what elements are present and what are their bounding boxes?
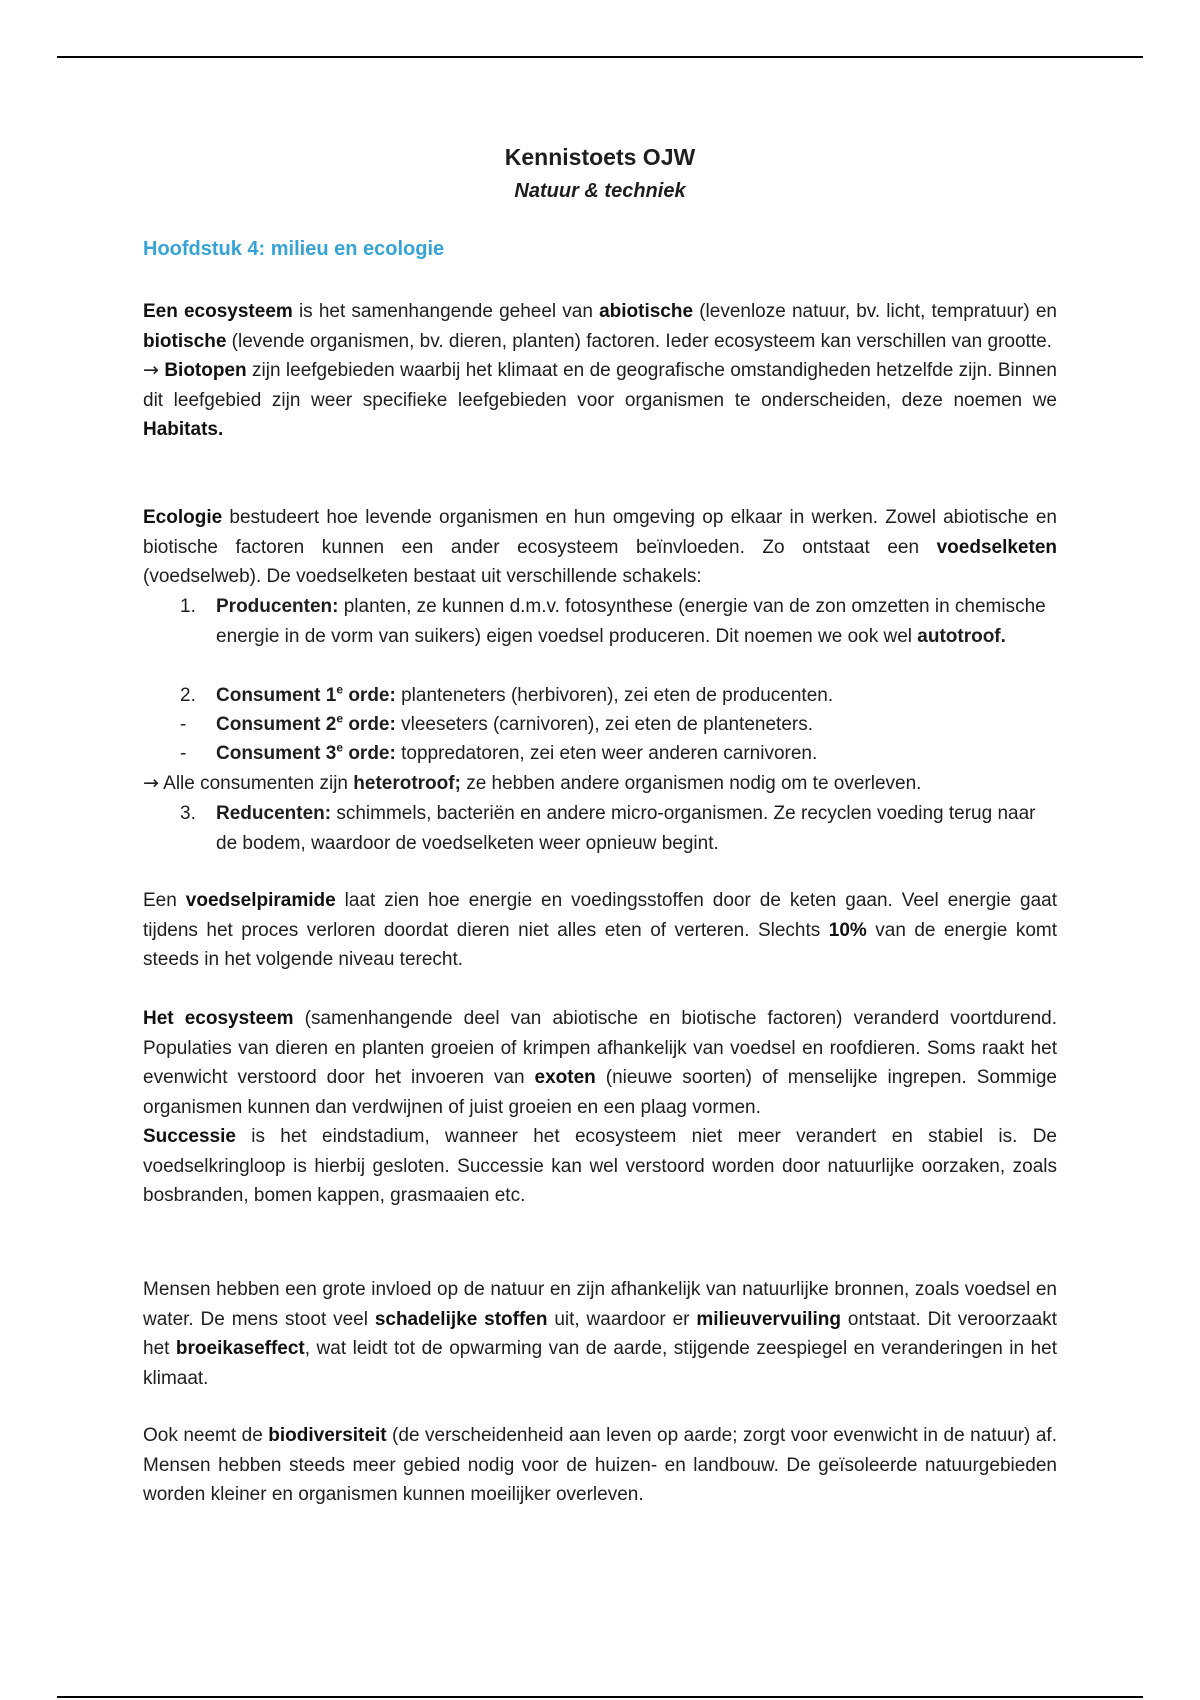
paragraph-voedselpiramide: Een voedselpiramide laat zien hoe energie en voedingsstoffen door de keten gaan. Veel energie gaat tijdens het proces verloren doordat dieren niet alles eten of verteren. Slechts 10% van de energie komt steeds in het volgende niveau terecht. bbox=[143, 890, 1058, 970]
paragraph-ecosysteem: Een ecosysteem is het samenhangende geheel van abiotische (levenloze natuur, bv. licht, tempratuur) en biotische (levende organismen, bv. dieren, planten) factoren. Ieder ecosysteem kan verschillen van grootte. → Biotopen zijn leefgebieden waarbij het klimaat en de geografische omstandigheden hetzelfde zijn. Binnen dit leefgebied zijn weer specifieke leefgebieden voor organismen te onderscheiden, deze noemen we Habitats. bbox=[143, 301, 1058, 440]
paragraph-mensen: Mensen hebben een grote invloed op de natuur en zijn afhankelijk van natuurlijke bronnen, zoals voedsel en water. De mens stoot veel schadelijke stoffen uit, waardoor er milieuvervuiling ontstaat. Dit veroorzaakt het broeikaseffect, wat leidt tot de opwarming van de aarde, stijgende zeespiegel en veranderingen in het klimaat. bbox=[143, 1279, 1057, 1389]
heterotroof-note: → Alle consumenten zijn heterotroof; ze hebben andere organismen nodig om te overleven. bbox=[143, 772, 922, 794]
chapter-heading: Hoofdstuk 4: milieu en ecologie bbox=[143, 238, 445, 260]
document-title: Kennistoets OJW bbox=[504, 144, 696, 170]
arrow-icon: → bbox=[143, 772, 159, 794]
document-subtitle: Natuur & techniek bbox=[514, 180, 686, 202]
paragraph-biodiversiteit: Ook neemt de biodiversiteit (de verscheidenheid aan leven op aarde; zorgt voor evenwicht in de natuur) af. Mensen hebben steeds meer gebied nodig voor de huizen- en landbouw. De geïsoleerde natuurgebieden worden kleiner en organismen kunnen moeilijker overleven. bbox=[143, 1425, 1057, 1505]
arrow-icon: → bbox=[143, 359, 159, 381]
paragraph-ecologie: Ecologie bestudeert hoe levende organismen en hun omgeving op elkaar in werken. Zowel abiotische en biotische factoren kunnen een ander ecosysteem beïnvloeden. Zo ontstaat een voedselketen (voedselweb). De voedselketen bestaat uit verschillende schakels: bbox=[143, 507, 1057, 587]
bottom-rule bbox=[57, 1696, 1143, 1698]
top-rule bbox=[57, 56, 1143, 58]
paragraph-het-ecosysteem: Het ecosysteem (samenhangende deel van abiotische en biotische factoren) veranderd voortdurend. Populaties van dieren en planten groeien of krimpen afhankelijk van voedsel en roofdieren. Soms raakt het evenwicht verstoord door het invoeren van exoten (nieuwe soorten) of menselijke ingrepen. Sommige organismen kunnen dan verdwijnen of juist groeien en een plaag vormen. Successie is het eindstadium, wanneer het ecosysteem niet meer verandert en stabiel is. De voedselkringloop is hierbij gesloten. Successie kan wel verstoord worden door natuurlijke oorzaken, zoals bosbranden, bomen kappen, grasmaaien etc. bbox=[143, 1008, 1057, 1206]
